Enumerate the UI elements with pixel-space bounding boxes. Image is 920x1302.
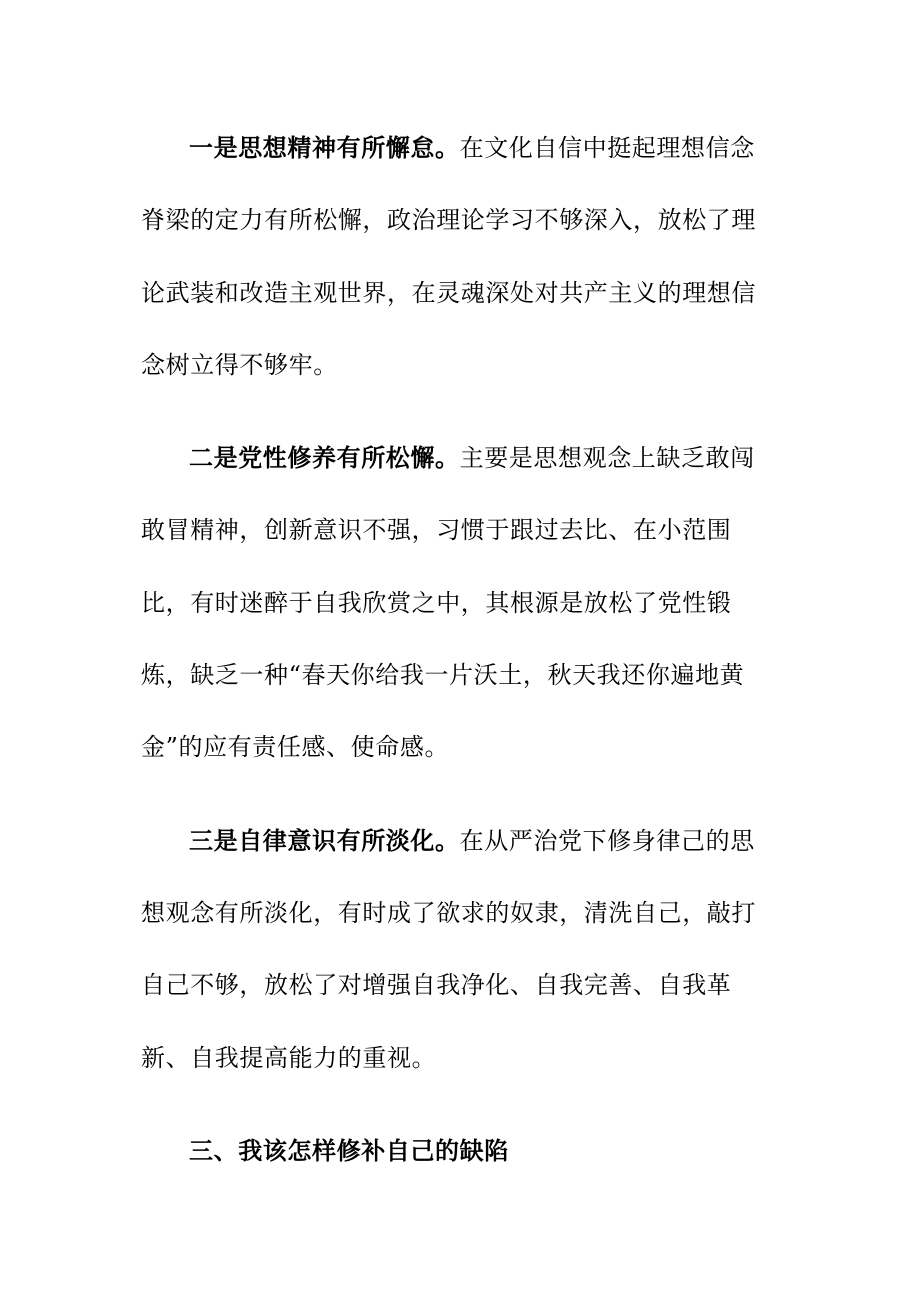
paragraph-1-first-rest: 在文化自信中挺起理想信念	[459, 134, 755, 162]
paragraph-2-line-4: 炼，缺乏一种“春天你给我一片沃土，秋天我还你遍地黄	[141, 661, 745, 689]
paragraph-2-first-rest: 主要是思想观念上缺乏敢闯	[459, 444, 755, 472]
section-heading: 三、我该怎样修补自己的缺陷	[189, 1136, 509, 1165]
paragraph-3-line-2: 想观念有所淡化，有时成了欲求的奴隶，清洗自己，敲打	[141, 899, 756, 927]
paragraph-2-line-5: 金”的应有责任感、使命感。	[141, 733, 450, 761]
paragraph-1-line-3: 论武装和改造主观世界，在灵魂深处对共产主义的理想信	[141, 279, 756, 307]
paragraph-3-line-1	[189, 821, 761, 861]
paragraph-2-lead: 二是党性修养有所松懈。	[189, 443, 460, 472]
paragraph-1-line-2: 脊梁的定力有所松懈，政治理论学习不够深入，放松了理	[141, 206, 756, 234]
paragraph-3-line-3: 自己不够，放松了对增强自我净化、自我完善、自我革	[141, 971, 732, 999]
paragraph-1-line-1	[189, 128, 761, 168]
paragraph-1-lead: 一是思想精神有所懈怠。	[189, 133, 460, 162]
paragraph-3-line-4: 新、自我提高能力的重视。	[141, 1044, 437, 1072]
paragraph-1-line-4: 念树立得不够牢。	[141, 351, 338, 379]
paragraph-3-lead: 三是自律意识有所淡化。	[189, 826, 460, 855]
paragraph-2-line-3: 比，有时迷醉于自我欣赏之中，其根源是放松了党性锻	[141, 589, 732, 617]
paragraph-2-line-2: 敢冒精神，创新意识不强，习惯于跟过去比、在小范围	[141, 516, 732, 544]
paragraph-2-line-1	[189, 438, 761, 478]
paragraph-3-first-rest: 在从严治党下修身律己的思	[459, 827, 755, 855]
